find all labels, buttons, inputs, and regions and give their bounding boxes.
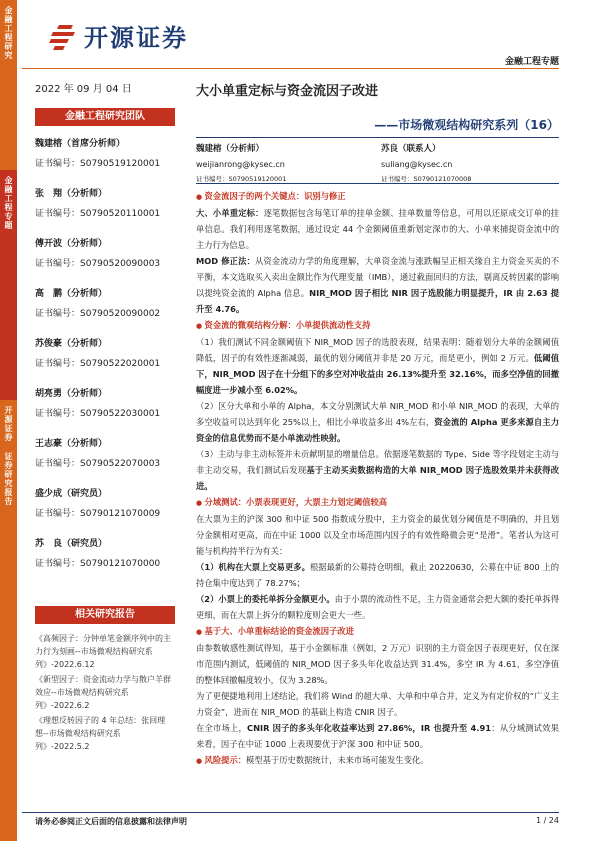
paragraph: （2）区分大单和小单的 Alpha，本文分别测试大单 NIR_MOD 和小单 NIR_MOD 的表现，大单的多空收益可以达到年化 25%以上，相比小单收益多出 4%左右，资金流的 Alpha 更多来源自主力资金的信息优势而不是小单流动性映射。 xyxy=(196,401,559,443)
analyst-name: 苏俊豪（分析师） xyxy=(35,339,108,349)
analyst-list xyxy=(35,136,175,586)
report-title: 大小单重定标与资金流因子改进 xyxy=(196,84,379,99)
analyst-name: 盛少成（研究员） xyxy=(35,489,108,499)
analyst-entry xyxy=(35,286,175,319)
related-report-link[interactable]: 《理想反转因子的 4 年总结：张回理想--市场微观结构研究系列》-2022.5.2 xyxy=(35,716,166,751)
author-email[interactable]: suliang@kysec.cn xyxy=(381,160,453,169)
analyst-cert: 证书编号：S0790520090003 xyxy=(35,259,161,269)
page-number: 1 / 24 xyxy=(535,816,559,825)
report-date: 2022 年 09 月 04 日 xyxy=(35,84,132,95)
related-report-link[interactable]: 《新型因子：资金流动力学与散户羊群效应--市场微观结构研究系列》-2022.6.2 xyxy=(35,675,171,710)
paragraph: （2）小票上的委托单拆分金额更小。由于小票的流动性不足，主力资金通常会把大额的委托单拆得更细，而在大票上拆分的颗粒度则会更大一些。 xyxy=(196,594,559,620)
analyst-cert: 证书编号：S0790121070000 xyxy=(35,559,161,569)
sidebar xyxy=(0,0,17,841)
section-heading: ● 基于大、小单重标结论的资金流因子改进 xyxy=(196,623,559,640)
analyst-name: 王志豪（分析师） xyxy=(35,439,108,449)
author-cert: 证书编号：S0790519120001 xyxy=(196,175,287,183)
section-heading: ● 分域测试：小票表现更好，大票主力划定阈值较高 xyxy=(196,494,559,511)
sidebar-section-label: 开源证券 证券研究报告 xyxy=(0,400,17,841)
author-cert: 证书编号：S0790121070008 xyxy=(381,175,472,183)
author-divider-top xyxy=(196,137,559,138)
related-report-link[interactable]: 《高频因子：分钟单笔金额序列中的主力行为刻画--市场微观结构研究系列》-2022.6.12 xyxy=(35,634,171,669)
footer-disclaimer: 请务必参阅正文后面的信息披露和法律声明 xyxy=(35,817,187,826)
author-divider-bottom xyxy=(196,183,559,184)
analyst-name: 胡亮勇（分析师） xyxy=(35,389,108,399)
report-subtitle: ——市场微观结构研究系列（16） xyxy=(374,118,559,132)
analyst-name: 张 翔（分析师） xyxy=(35,189,108,199)
analyst-name: 傅开波（分析师） xyxy=(35,239,108,249)
paragraph: 由参数敏感性测试得知，基于小金额标准（例如，2 万元）识别的主力资金因子表现更好，仅在深市范围内测试，低阈值的 NIR_MOD 因子多头年化收益达到 31.4%，多空 IR 为 4.61，多空净值的整体回撤幅度较小，仅为 3.28%。 xyxy=(196,643,559,685)
analyst-cert: 证书编号：S0790522030001 xyxy=(35,409,161,419)
author-name: 魏建榕（分析师） xyxy=(196,144,265,154)
paragraph: （1）机构在大票上交易更多。根据最新的公募持仓明细，截止 20220630，公募在中证 800 上的持仓集中度达到了 78.27%； xyxy=(196,562,559,588)
analyst-entry xyxy=(35,386,175,419)
analyst-entry xyxy=(35,186,175,219)
header-divider xyxy=(22,68,559,69)
paragraph: MOD 修正法：从资金流动力学的角度理解，大单资金流与涨跌幅呈正相关缘自主力资金买卖的不平衡，本文选取买入卖出金额比作为代理变量（IMB），通过截面回归的方法，剔离反转因素的影响以提纯资金流的 Alpha 信息。NIR_MOD 因子相比 NIR 因子选股能力明显提升，IR 由 2.63 提升至 4.76。 xyxy=(196,256,559,314)
analyst-cert: 证书编号：S0790121070009 xyxy=(35,509,161,519)
analyst-entry xyxy=(35,236,175,269)
analyst-name: 高 鹏（分析师） xyxy=(35,289,108,299)
company-logo xyxy=(48,18,188,53)
section-heading: ● 资金流的微观结构分解：小单提供流动性支持 xyxy=(196,317,559,334)
sidebar-section-label: 金融工程研究 xyxy=(0,0,17,170)
paragraph: 大、小单重定标：逐笔数据包含每笔订单的挂单金额、挂单数量等信息，可用以还原成交订单的挂单信息。我们利用逐笔数据，通过设定 44 个金额阈值重新划定深市的大、小单来捕捉资金流中的主力行为信息。 xyxy=(196,208,559,250)
analyst-cert: 证书编号：S0790522070003 xyxy=(35,459,161,469)
analyst-entry xyxy=(35,336,175,369)
paragraph: （1）我们测试不同金额阈值下 NIR_MOD 因子的选股表现，结果表明：随着划分大单的金额阈值降低，因子的有效性逐渐减弱，最优的划分阈值并非是 20 万元，而是更小，例如 2 万元。低阈值下，NIR_MOD 因子在十分组下的多空对冲收益由 26.13%提升至 32.16%，而多空净值的回撤幅度进一步减小至 6.02%。 xyxy=(196,337,559,395)
section-heading: ● 资金流因子的两个关键点：识别与修正 xyxy=(196,188,559,205)
analyst-cert: 证书编号：S0790522020001 xyxy=(35,359,161,369)
sidebar-section-label: 金融工程专题 xyxy=(0,170,17,400)
logo-icon xyxy=(48,21,78,51)
paragraph: （3）主动与非主动标签并未贡献明显的增量信息。依据逐笔数据的 Type、Side 等字段划定主动与非主动交易，我们测试后发现基于主动买卖数据构造的大单 NIR_MOD 因子选股效果并未获得改进。 xyxy=(196,449,559,491)
related-reports-list xyxy=(35,632,175,755)
report-category: 金融工程专题 xyxy=(504,57,559,67)
footer-divider xyxy=(22,812,559,813)
report-summary xyxy=(196,188,559,769)
analyst-cert: 证书编号：S0790520110001 xyxy=(35,209,161,219)
logo-text: 开源证券 xyxy=(84,24,188,52)
analyst-entry xyxy=(35,136,175,169)
author-entry xyxy=(381,142,471,183)
paragraph: 在全市场上，CNIR 因子的多头年化收益率达到 27.86%，IR 也提升至 4.91：从分域测试效果来看，因子在中证 1000 上表现要优于沪深 300 和中证 500。 xyxy=(196,723,559,749)
analyst-entry xyxy=(35,486,175,519)
team-title: 金融工程研究团队 xyxy=(35,108,175,126)
analyst-cert: 证书编号：S0790520090002 xyxy=(35,309,161,319)
analyst-entry xyxy=(35,536,175,569)
analyst-name: 苏 良（研究员） xyxy=(35,539,108,549)
paragraph: 为了更便捷地利用上述结论，我们将 Wind 的超大单、大单和中单合并，定义为有定价权的“广义主力资金”，进而在 NIR_MOD 的基础上构造 CNIR 因子。 xyxy=(196,691,559,717)
analyst-entry xyxy=(35,436,175,469)
paragraph: 在大票为主的沪深 300 和中证 500 指数成分股中，主力资金的最优划分阈值是不明确的，并且划分金额相对更高，而在中证 1000 以及全市场范围内因子的有效性略微会更“是滑”。笔者认为这可能与机构持半行为有关： xyxy=(196,514,559,556)
related-reports-title: 相关研究报告 xyxy=(35,606,175,624)
paragraph: ● 风险提示：模型基于历史数据统计，未来市场可能发生变化。 xyxy=(196,752,559,769)
author-name: 苏良（联系人） xyxy=(381,144,441,154)
author-email[interactable]: weijianrong@kysec.cn xyxy=(196,160,285,169)
analyst-name: 魏建榕（首席分析师） xyxy=(35,139,126,149)
author-entry xyxy=(196,142,286,183)
analyst-cert: 证书编号：S0790519120001 xyxy=(35,159,161,169)
